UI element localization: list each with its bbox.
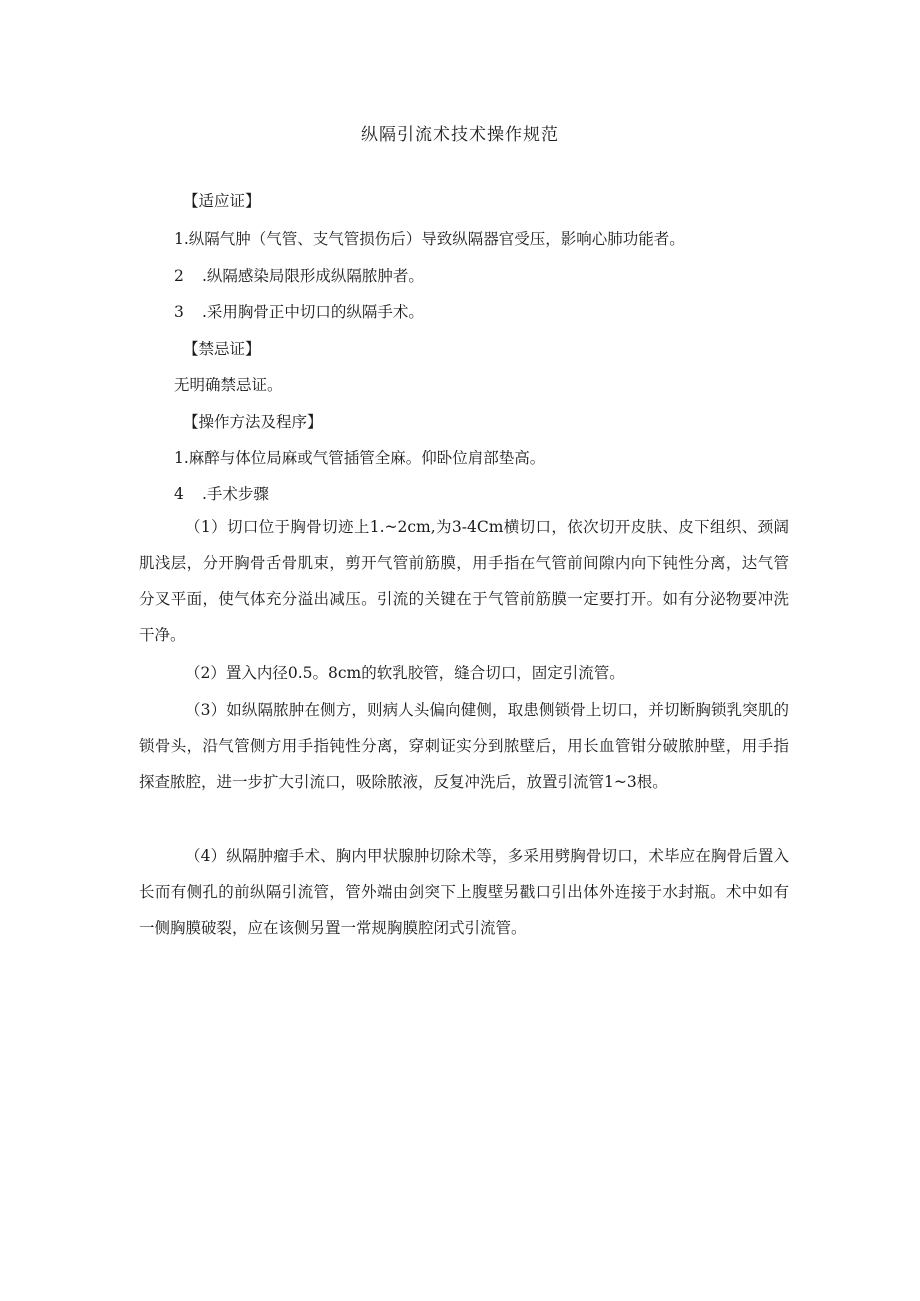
procedure-paragraph-4: （4）纵隔肿瘤手术、胸内甲状腺肿切除术等，多采用劈胸骨切口，术毕应在胸骨后置入长而有侧孔的前纵隔引流管，管外端由剑突下上腹壁另戳口引出体外连接于水封瓶。术中如有一侧胸膜破裂，应在该侧另置一常规胸膜腔闭式引流管。 bbox=[139, 847, 789, 937]
procedure-step-2-number: 4 bbox=[174, 485, 184, 503]
indication-item-2-text: .纵隔感染局限形成纵隔脓肿者。 bbox=[202, 267, 424, 285]
indications-heading: 【适应证】 bbox=[183, 192, 261, 210]
procedure-paragraph-1: （1）切口位于胸骨切迹上1.~2cm,为3-4Cm横切口，依次切开皮肤、皮下组织、颈阔肌浅层，分开胸骨舌骨肌束，剪开气管前筋膜，用手指在气管前间隙内向下钝性分离，达气管分叉平面，使气体充分溢出减压。引流的关键在于气管前筋膜一定要打开。如有分泌物要冲洗干净。 bbox=[139, 518, 789, 644]
indication-item-3-number: 3 bbox=[174, 303, 184, 321]
procedure-paragraph-2: （2）置入内径0.5。8cm的软乳胶管，缝合切口，固定引流管。 bbox=[185, 664, 625, 682]
indication-item-2 bbox=[174, 264, 424, 286]
procedure-heading: 【操作方法及程序】 bbox=[183, 413, 323, 431]
contraindications-heading: 【禁忌证】 bbox=[183, 340, 261, 358]
procedure-step-1: 1.麻醉与体位局麻或气管插管全麻。仰卧位肩部垫高。 bbox=[174, 449, 546, 467]
procedure-step-2-text: .手术步骤 bbox=[202, 485, 269, 503]
contraindications-text: 无明确禁忌证。 bbox=[174, 376, 283, 394]
procedure-step-2 bbox=[174, 482, 269, 504]
indication-item-2-number: 2 bbox=[174, 267, 184, 285]
indication-item-3-text: .采用胸骨正中切口的纵隔手术。 bbox=[202, 303, 424, 321]
document-title: 纵隔引流术技术操作规范 bbox=[361, 125, 559, 145]
procedure-paragraph-3: （3）如纵隔脓肿在侧方，则病人头偏向健侧，取患侧锁骨上切口，并切断胸锁乳突肌的锁骨头，沿气管侧方用手指钝性分离，穿刺证实分到脓壁后，用长血管钳分破脓肿壁，用手指探查脓腔，进一步扩大引流口，吸除脓液，反复冲洗后，放置引流管1~3根。 bbox=[139, 701, 789, 791]
indication-item-3 bbox=[174, 300, 424, 322]
indication-item-1: 1.纵隔气肿（气管、支气管损伤后）导致纵隔器官受压，影响心肺功能者。 bbox=[174, 230, 685, 248]
